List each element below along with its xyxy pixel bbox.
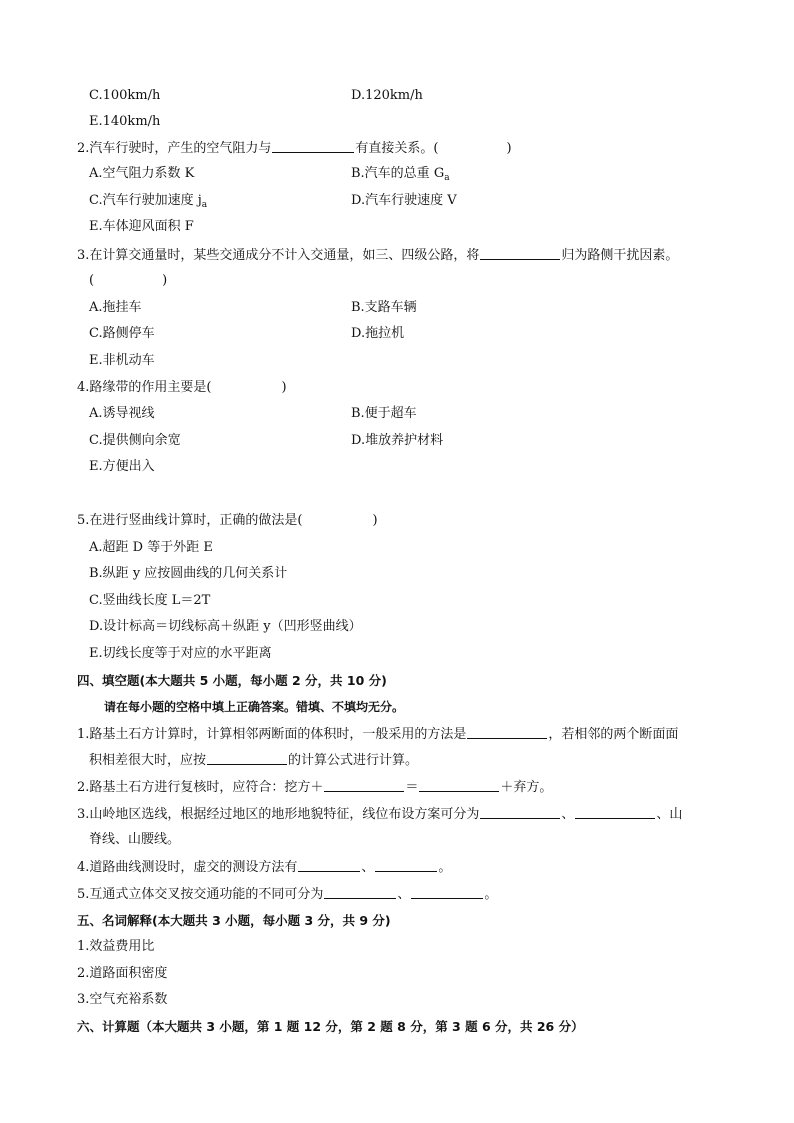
fill-q1-text-d: 的计算公式进行计算。 <box>288 753 419 768</box>
q4-option-a: A.诱导视线 <box>89 406 155 421</box>
q4-option-b: B.便于超车 <box>351 406 417 421</box>
fill-q5 <box>77 885 497 904</box>
fill-q1-text: 1.路基土石方计算时，计算相邻两断面的体积时，一般采用的方法是 <box>77 727 467 742</box>
fill-q4-sep: 、 <box>361 860 375 875</box>
fill-q1-line2 <box>89 751 418 770</box>
section5-title: 五、名词解释(本大题共 3 小题，每小题 3 分，共 9 分) <box>77 913 391 928</box>
fill-q4 <box>77 858 451 877</box>
q5-option-a: A.超距 D 等于外距 E <box>89 540 213 555</box>
q4-paren-close: ) <box>281 380 287 395</box>
q3-option-c: C.路侧停车 <box>89 326 155 341</box>
answer-blank <box>480 805 560 819</box>
fill-q5-sep: 、 <box>397 887 411 902</box>
fill-q3-line1 <box>77 805 682 824</box>
q2-option-b <box>351 165 450 183</box>
q2-option-b-text: B.汽车的总重 G <box>351 166 445 181</box>
q2-option-a: A.空气阻力系数 K <box>89 166 195 181</box>
fill-q3-text: 3.山岭地区选线，根据经过地区的地形地貌特征，线位布设方案可分为 <box>77 807 480 822</box>
q4-stem <box>77 379 287 397</box>
q5-option-c: C.竖曲线长度 L＝2T <box>89 593 211 608</box>
q5-stem-text: 5.在进行竖曲线计算时，正确的做法是( <box>77 513 303 528</box>
q2-option-c-subscript: a <box>201 200 208 210</box>
fill-q3-sep: 、 <box>561 807 575 822</box>
q3-paren-open: ( <box>89 273 95 288</box>
fill-q1-line1 <box>77 725 678 744</box>
q1-option-d: D.120km/h <box>351 88 423 103</box>
q2-stem-text: 2.汽车行驶时，产生的空气阻力与 <box>77 141 272 156</box>
q3-stem-tail: 归为路侧干扰因素。 <box>561 248 679 263</box>
q2-option-e: E.车体迎风面积 F <box>89 219 194 234</box>
answer-blank <box>575 805 655 819</box>
q5-paren-close: ) <box>372 513 378 528</box>
q5-stem <box>77 512 378 530</box>
q5-option-e: E.切线长度等于对应的水平距离 <box>89 646 272 661</box>
q2-option-c-text: C.汽车行驶加速度 j <box>89 193 202 208</box>
term-1: 1.效益费用比 <box>77 939 155 954</box>
answer-blank <box>375 858 437 872</box>
answer-blank <box>324 778 404 792</box>
answer-blank <box>298 858 360 872</box>
q3-paren-close: ) <box>162 273 168 288</box>
q3-paren <box>89 272 167 290</box>
fill-q1-text-c: 积相差很大时，应按 <box>89 753 207 768</box>
q4-option-e: E.方便出入 <box>89 459 155 474</box>
fill-q2-text-c: ＋弃方。 <box>500 780 553 795</box>
fill-q2 <box>77 778 552 797</box>
section4-instruction: 请在每小题的空格中填上正确答案。错填、不填均无分。 <box>104 700 405 714</box>
q3-option-a: A.拖挂车 <box>89 300 142 315</box>
q2-stem-tail: 有直接关系。( <box>355 141 439 156</box>
q3-stem-text: 3.在计算交通量时，某些交通成分不计入交通量，如三、四级公路，将 <box>77 248 480 263</box>
fill-q2-text: 2.路基土石方进行复核时，应符合：挖方＋ <box>77 780 324 795</box>
fill-q4-end: 。 <box>438 860 452 875</box>
answer-blank <box>272 139 354 153</box>
q5-option-d: D.设计标高＝切线标高＋纵距 y（凹形竖曲线） <box>89 619 362 634</box>
q3-stem <box>77 246 678 265</box>
q2-paren-close: ) <box>506 141 512 156</box>
section4-title: 四、填空题(本大题共 5 小题，每小题 2 分，共 10 分) <box>77 673 387 688</box>
answer-blank <box>324 885 396 899</box>
fill-q3-line2: 脊线、山腰线。 <box>89 832 181 847</box>
q4-stem-text: 4.路缘带的作用主要是( <box>77 380 212 395</box>
term-2: 2.道路面积密度 <box>77 966 168 981</box>
answer-blank <box>467 725 547 739</box>
section6-title: 六、计算题（本大题共 3 小题，第 1 题 12 分，第 2 题 8 分，第 3 题 6 分，共 26 分） <box>77 1019 584 1034</box>
fill-q5-text: 5.互通式立体交叉按交通功能的不同可分为 <box>77 887 324 902</box>
answer-blank <box>419 778 499 792</box>
fill-q1-text-b: ，若相邻的两个断面面 <box>548 727 679 742</box>
answer-blank <box>207 751 287 765</box>
q2-option-c <box>89 192 207 210</box>
q4-option-d: D.堆放养护材料 <box>351 433 444 448</box>
q3-option-b: B.支路车辆 <box>351 300 417 315</box>
q2-stem <box>77 139 512 158</box>
q3-option-e: E.非机动车 <box>89 353 155 368</box>
answer-blank <box>411 885 483 899</box>
term-3: 3.空气充裕系数 <box>77 992 168 1007</box>
q5-option-b: B.纵距 y 应按圆曲线的几何关系计 <box>89 566 288 581</box>
fill-q4-text: 4.道路曲线测设时，虚交的测设方法有 <box>77 860 298 875</box>
answer-blank <box>480 246 560 260</box>
q4-option-c: C.提供侧向余宽 <box>89 433 181 448</box>
fill-q5-end: 。 <box>484 887 498 902</box>
q2-option-b-subscript: a <box>444 173 450 183</box>
fill-q3-text-b: 、山 <box>656 807 683 822</box>
q3-option-d: D.拖拉机 <box>351 326 405 341</box>
fill-q2-equals: ＝ <box>405 780 419 795</box>
q2-option-d: D.汽车行驶速度 V <box>351 193 457 208</box>
q1-option-e: E.140km/h <box>89 114 161 129</box>
q1-option-c: C.100km/h <box>89 88 161 103</box>
